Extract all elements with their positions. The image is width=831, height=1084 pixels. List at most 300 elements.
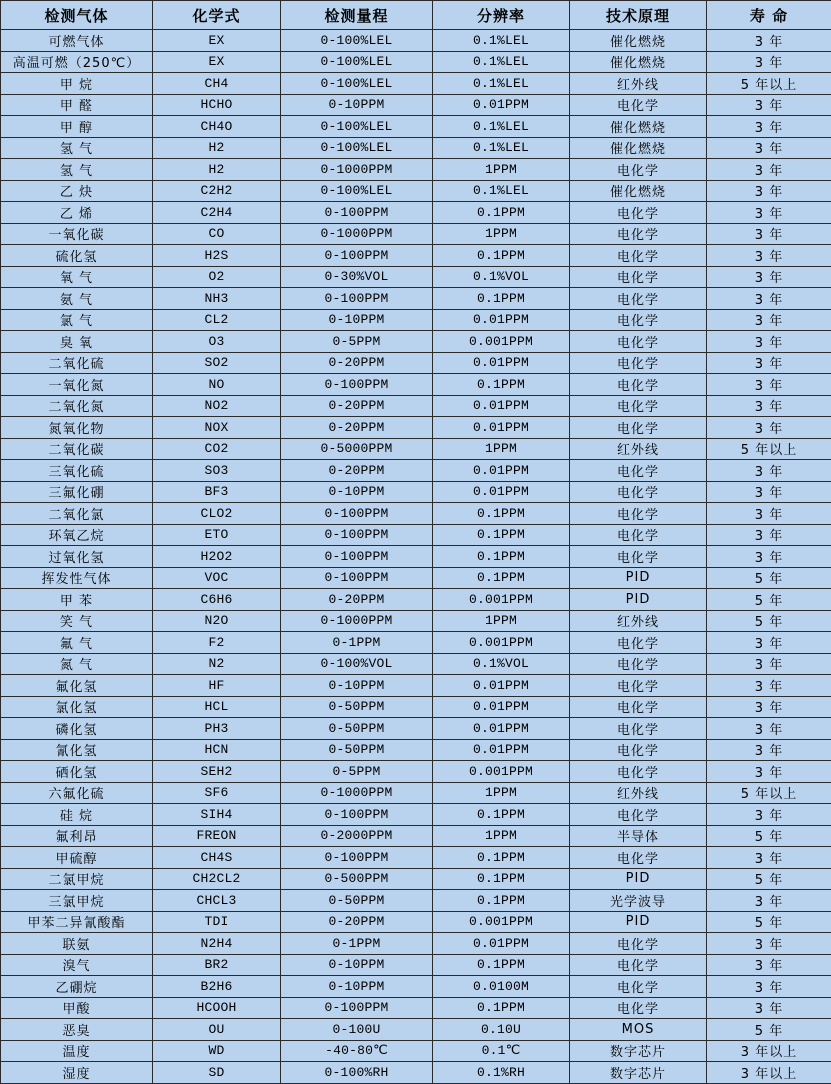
cell-technology: 电化学 (570, 266, 707, 288)
cell-chemical-formula: NOX (153, 417, 281, 439)
cell-detection-range: 0-10PPM (281, 976, 433, 998)
cell-technology: 电化学 (570, 718, 707, 740)
cell-resolution: 0.1%LEL (433, 73, 570, 95)
cell-lifetime: 3 年以上 (707, 1062, 831, 1084)
cell-resolution: 0.001PPM (433, 589, 570, 611)
cell-technology: 光学波导 (570, 890, 707, 912)
table-row (1, 73, 831, 95)
cell-lifetime: 3 年 (707, 653, 831, 675)
cell-resolution: 0.01PPM (433, 739, 570, 761)
cell-lifetime: 3 年 (707, 180, 831, 202)
cell-lifetime: 3 年 (707, 696, 831, 718)
cell-resolution: 0.1%VOL (433, 266, 570, 288)
cell-technology: MOS (570, 1019, 707, 1041)
cell-detection-range: 0-10PPM (281, 954, 433, 976)
table-row (1, 460, 831, 482)
cell-chemical-formula: HCL (153, 696, 281, 718)
cell-lifetime: 3 年 (707, 718, 831, 740)
cell-technology: 电化学 (570, 94, 707, 116)
cell-detection-range: 0-100PPM (281, 997, 433, 1019)
table-row (1, 223, 831, 245)
cell-technology: 催化燃烧 (570, 137, 707, 159)
cell-gas-name: 甲 苯 (1, 589, 153, 611)
cell-chemical-formula: N2 (153, 653, 281, 675)
cell-gas-name: 氧 气 (1, 266, 153, 288)
cell-gas-name: 甲 醇 (1, 116, 153, 138)
cell-chemical-formula: HCHO (153, 94, 281, 116)
table-row (1, 890, 831, 912)
cell-gas-name: 臭 氧 (1, 331, 153, 353)
table-row (1, 718, 831, 740)
cell-lifetime: 5 年 (707, 911, 831, 933)
cell-gas-name: 氟利昂 (1, 825, 153, 847)
cell-lifetime: 3 年 (707, 245, 831, 267)
table-row (1, 159, 831, 181)
cell-lifetime: 3 年 (707, 460, 831, 482)
table-row (1, 933, 831, 955)
cell-chemical-formula: CH4O (153, 116, 281, 138)
table-row (1, 137, 831, 159)
cell-detection-range: 0-100%LEL (281, 30, 433, 52)
cell-detection-range: 0-100%RH (281, 1062, 433, 1084)
table-row (1, 868, 831, 890)
cell-gas-name: 氢 气 (1, 137, 153, 159)
cell-gas-name: 三氯甲烷 (1, 890, 153, 912)
header-lifetime: 寿 命 (707, 1, 831, 30)
cell-detection-range: 0-100PPM (281, 202, 433, 224)
cell-detection-range: 0-1000PPM (281, 159, 433, 181)
cell-detection-range: 0-50PPM (281, 890, 433, 912)
table-row (1, 395, 831, 417)
cell-chemical-formula: WD (153, 1040, 281, 1062)
cell-resolution: 0.1PPM (433, 524, 570, 546)
table-row (1, 589, 831, 611)
cell-detection-range: 0-10PPM (281, 481, 433, 503)
cell-technology: 催化燃烧 (570, 51, 707, 73)
cell-detection-range: 0-10PPM (281, 675, 433, 697)
cell-technology: 电化学 (570, 352, 707, 374)
table-row (1, 481, 831, 503)
table-row (1, 782, 831, 804)
cell-resolution: 0.001PPM (433, 632, 570, 654)
cell-chemical-formula: EX (153, 51, 281, 73)
table-row (1, 739, 831, 761)
table-row (1, 438, 831, 460)
table-row (1, 610, 831, 632)
cell-gas-name: 氮氧化物 (1, 417, 153, 439)
cell-resolution: 0.1℃ (433, 1040, 570, 1062)
table-row (1, 632, 831, 654)
cell-technology: 电化学 (570, 997, 707, 1019)
cell-lifetime: 3 年 (707, 159, 831, 181)
cell-lifetime: 3 年 (707, 804, 831, 826)
table-row (1, 911, 831, 933)
cell-resolution: 0.1PPM (433, 288, 570, 310)
table-row (1, 1040, 831, 1062)
cell-chemical-formula: H2 (153, 159, 281, 181)
cell-resolution: 0.1PPM (433, 847, 570, 869)
cell-resolution: 0.01PPM (433, 94, 570, 116)
cell-detection-range: 0-5PPM (281, 331, 433, 353)
cell-chemical-formula: CH4 (153, 73, 281, 95)
cell-chemical-formula: SO3 (153, 460, 281, 482)
cell-gas-name: 二氧化硫 (1, 352, 153, 374)
cell-resolution: 0.01PPM (433, 309, 570, 331)
cell-lifetime: 3 年 (707, 331, 831, 353)
table-row (1, 1019, 831, 1041)
cell-gas-name: 湿度 (1, 1062, 153, 1084)
cell-chemical-formula: HCN (153, 739, 281, 761)
cell-chemical-formula: CH2CL2 (153, 868, 281, 890)
cell-lifetime: 5 年 (707, 589, 831, 611)
cell-chemical-formula: H2S (153, 245, 281, 267)
cell-chemical-formula: CH4S (153, 847, 281, 869)
cell-gas-name: 恶臭 (1, 1019, 153, 1041)
cell-resolution: 0.01PPM (433, 352, 570, 374)
cell-resolution: 0.01PPM (433, 395, 570, 417)
table-row (1, 804, 831, 826)
cell-detection-range: 0-100PPM (281, 546, 433, 568)
cell-technology: 数字芯片 (570, 1062, 707, 1084)
cell-lifetime: 5 年 (707, 1019, 831, 1041)
cell-gas-name: 二氧化氮 (1, 395, 153, 417)
cell-technology: 电化学 (570, 847, 707, 869)
cell-technology: 红外线 (570, 610, 707, 632)
cell-technology: 红外线 (570, 782, 707, 804)
cell-technology: 电化学 (570, 653, 707, 675)
cell-technology: 电化学 (570, 804, 707, 826)
cell-resolution: 0.01PPM (433, 718, 570, 740)
cell-lifetime: 3 年 (707, 997, 831, 1019)
cell-resolution: 0.01PPM (433, 417, 570, 439)
cell-chemical-formula: NO (153, 374, 281, 396)
cell-detection-range: 0-100%LEL (281, 51, 433, 73)
cell-chemical-formula: FREON (153, 825, 281, 847)
header-technology: 技术原理 (570, 1, 707, 30)
cell-chemical-formula: NO2 (153, 395, 281, 417)
cell-lifetime: 3 年 (707, 266, 831, 288)
cell-lifetime: 5 年 (707, 610, 831, 632)
cell-resolution: 0.001PPM (433, 331, 570, 353)
cell-technology: 电化学 (570, 374, 707, 396)
cell-chemical-formula: C2H4 (153, 202, 281, 224)
cell-technology: 电化学 (570, 546, 707, 568)
cell-lifetime: 5 年以上 (707, 73, 831, 95)
cell-detection-range: 0-100PPM (281, 847, 433, 869)
cell-technology: 电化学 (570, 503, 707, 525)
cell-resolution: 0.01PPM (433, 675, 570, 697)
cell-lifetime: 5 年 (707, 567, 831, 589)
cell-chemical-formula: BR2 (153, 954, 281, 976)
cell-technology: 电化学 (570, 288, 707, 310)
cell-technology: 电化学 (570, 976, 707, 998)
cell-technology: 电化学 (570, 202, 707, 224)
cell-resolution: 0.1PPM (433, 868, 570, 890)
cell-resolution: 0.1PPM (433, 202, 570, 224)
cell-chemical-formula: CO (153, 223, 281, 245)
cell-technology: 数字芯片 (570, 1040, 707, 1062)
cell-technology: 催化燃烧 (570, 180, 707, 202)
table-row (1, 524, 831, 546)
table-row (1, 997, 831, 1019)
cell-technology: PID (570, 567, 707, 589)
header-detection-range: 检测量程 (281, 1, 433, 30)
cell-lifetime: 3 年 (707, 223, 831, 245)
cell-detection-range: 0-20PPM (281, 460, 433, 482)
cell-technology: 电化学 (570, 417, 707, 439)
cell-lifetime: 3 年 (707, 51, 831, 73)
cell-resolution: 1PPM (433, 159, 570, 181)
cell-resolution: 0.01PPM (433, 481, 570, 503)
cell-chemical-formula: EX (153, 30, 281, 52)
header-chemical-formula: 化学式 (153, 1, 281, 30)
cell-detection-range: 0-50PPM (281, 739, 433, 761)
cell-chemical-formula: O3 (153, 331, 281, 353)
cell-resolution: 0.1%LEL (433, 137, 570, 159)
table-row (1, 675, 831, 697)
cell-detection-range: 0-100PPM (281, 524, 433, 546)
cell-chemical-formula: CL2 (153, 309, 281, 331)
cell-gas-name: 氨 气 (1, 288, 153, 310)
cell-detection-range: 0-1000PPM (281, 223, 433, 245)
cell-gas-name: 氟化氢 (1, 675, 153, 697)
cell-chemical-formula: C2H2 (153, 180, 281, 202)
cell-chemical-formula: N2O (153, 610, 281, 632)
cell-detection-range: 0-1PPM (281, 933, 433, 955)
cell-detection-range: 0-20PPM (281, 352, 433, 374)
cell-detection-range: 0-20PPM (281, 395, 433, 417)
cell-lifetime: 3 年 (707, 761, 831, 783)
cell-technology: 电化学 (570, 954, 707, 976)
cell-technology: 电化学 (570, 309, 707, 331)
table-row (1, 180, 831, 202)
cell-technology: 电化学 (570, 245, 707, 267)
cell-gas-name: 硒化氢 (1, 761, 153, 783)
cell-detection-range: 0-1000PPM (281, 610, 433, 632)
table-row (1, 976, 831, 998)
cell-chemical-formula: SO2 (153, 352, 281, 374)
cell-gas-name: 二氧化碳 (1, 438, 153, 460)
cell-gas-name: 硅 烷 (1, 804, 153, 826)
cell-lifetime: 3 年 (707, 954, 831, 976)
table-row (1, 374, 831, 396)
cell-technology: 电化学 (570, 159, 707, 181)
cell-detection-range: 0-10PPM (281, 309, 433, 331)
cell-resolution: 0.01PPM (433, 460, 570, 482)
cell-technology: 电化学 (570, 223, 707, 245)
cell-resolution: 0.1%LEL (433, 116, 570, 138)
table-row (1, 245, 831, 267)
cell-detection-range: 0-100U (281, 1019, 433, 1041)
table-row (1, 696, 831, 718)
cell-resolution: 1PPM (433, 438, 570, 460)
cell-technology: PID (570, 868, 707, 890)
cell-gas-name: 环氧乙烷 (1, 524, 153, 546)
cell-gas-name: 一氧化碳 (1, 223, 153, 245)
table-row (1, 417, 831, 439)
cell-detection-range: 0-30%VOL (281, 266, 433, 288)
cell-lifetime: 3 年以上 (707, 1040, 831, 1062)
cell-technology: PID (570, 911, 707, 933)
cell-resolution: 0.1%LEL (433, 180, 570, 202)
cell-lifetime: 3 年 (707, 30, 831, 52)
cell-detection-range: 0-100PPM (281, 245, 433, 267)
cell-chemical-formula: BF3 (153, 481, 281, 503)
cell-detection-range: 0-20PPM (281, 589, 433, 611)
cell-technology: 电化学 (570, 761, 707, 783)
cell-detection-range: 0-100%LEL (281, 137, 433, 159)
cell-lifetime: 3 年 (707, 976, 831, 998)
cell-chemical-formula: H2O2 (153, 546, 281, 568)
cell-resolution: 0.1PPM (433, 567, 570, 589)
cell-technology: 电化学 (570, 632, 707, 654)
cell-chemical-formula: HF (153, 675, 281, 697)
table-row (1, 825, 831, 847)
table-row (1, 202, 831, 224)
cell-resolution: 0.1PPM (433, 954, 570, 976)
cell-gas-name: 二氯甲烷 (1, 868, 153, 890)
cell-resolution: 0.1%LEL (433, 30, 570, 52)
cell-resolution: 1PPM (433, 825, 570, 847)
cell-resolution: 0.1%RH (433, 1062, 570, 1084)
header-gas-name: 检测气体 (1, 1, 153, 30)
cell-technology: 电化学 (570, 460, 707, 482)
cell-chemical-formula: SEH2 (153, 761, 281, 783)
table-row (1, 503, 831, 525)
cell-gas-name: 溴气 (1, 954, 153, 976)
table-row (1, 352, 831, 374)
cell-technology: 电化学 (570, 395, 707, 417)
cell-technology: 红外线 (570, 438, 707, 460)
cell-technology: 电化学 (570, 481, 707, 503)
cell-gas-name: 氯 气 (1, 309, 153, 331)
cell-detection-range: 0-500PPM (281, 868, 433, 890)
cell-gas-name: 氯化氢 (1, 696, 153, 718)
cell-technology: 电化学 (570, 524, 707, 546)
cell-chemical-formula: H2 (153, 137, 281, 159)
cell-gas-name: 甲硫醇 (1, 847, 153, 869)
cell-technology: 催化燃烧 (570, 30, 707, 52)
cell-lifetime: 3 年 (707, 309, 831, 331)
cell-gas-name: 笑 气 (1, 610, 153, 632)
cell-chemical-formula: HCOOH (153, 997, 281, 1019)
cell-resolution: 1PPM (433, 223, 570, 245)
cell-lifetime: 3 年 (707, 417, 831, 439)
cell-detection-range: 0-100%LEL (281, 73, 433, 95)
cell-chemical-formula: C6H6 (153, 589, 281, 611)
cell-resolution: 0.001PPM (433, 911, 570, 933)
cell-resolution: 0.1PPM (433, 503, 570, 525)
header-row (1, 1, 831, 30)
cell-lifetime: 5 年 (707, 868, 831, 890)
cell-resolution: 0.1PPM (433, 546, 570, 568)
cell-technology: PID (570, 589, 707, 611)
cell-lifetime: 3 年 (707, 202, 831, 224)
cell-detection-range: 0-1PPM (281, 632, 433, 654)
table-row (1, 1062, 831, 1084)
cell-technology: 电化学 (570, 696, 707, 718)
cell-lifetime: 3 年 (707, 137, 831, 159)
table-row (1, 847, 831, 869)
table-row (1, 546, 831, 568)
cell-technology: 催化燃烧 (570, 116, 707, 138)
cell-lifetime: 3 年 (707, 481, 831, 503)
cell-resolution: 1PPM (433, 782, 570, 804)
cell-gas-name: 六氟化硫 (1, 782, 153, 804)
cell-lifetime: 3 年 (707, 524, 831, 546)
cell-lifetime: 5 年以上 (707, 438, 831, 460)
table-header (1, 1, 831, 30)
cell-detection-range: 0-5PPM (281, 761, 433, 783)
cell-chemical-formula: ETO (153, 524, 281, 546)
cell-resolution: 0.01PPM (433, 696, 570, 718)
cell-detection-range: 0-20PPM (281, 417, 433, 439)
cell-resolution: 1PPM (433, 610, 570, 632)
cell-gas-name: 三氟化硼 (1, 481, 153, 503)
cell-technology: 电化学 (570, 675, 707, 697)
cell-detection-range: 0-100PPM (281, 288, 433, 310)
cell-gas-name: 氢 气 (1, 159, 153, 181)
cell-detection-range: 0-100PPM (281, 503, 433, 525)
table-row (1, 51, 831, 73)
cell-lifetime: 3 年 (707, 94, 831, 116)
cell-resolution: 0.1%VOL (433, 653, 570, 675)
cell-gas-name: 温度 (1, 1040, 153, 1062)
cell-chemical-formula: SF6 (153, 782, 281, 804)
cell-chemical-formula: SD (153, 1062, 281, 1084)
table-row (1, 288, 831, 310)
cell-gas-name: 甲酸 (1, 997, 153, 1019)
cell-chemical-formula: TDI (153, 911, 281, 933)
cell-resolution: 0.01PPM (433, 933, 570, 955)
cell-technology: 电化学 (570, 933, 707, 955)
table-row (1, 94, 831, 116)
cell-lifetime: 3 年 (707, 847, 831, 869)
cell-gas-name: 磷化氢 (1, 718, 153, 740)
cell-gas-name: 联氨 (1, 933, 153, 955)
cell-gas-name: 可燃气体 (1, 30, 153, 52)
cell-gas-name: 硫化氢 (1, 245, 153, 267)
cell-chemical-formula: CLO2 (153, 503, 281, 525)
table-row (1, 954, 831, 976)
cell-detection-range: 0-10PPM (281, 94, 433, 116)
cell-resolution: 0.001PPM (433, 761, 570, 783)
table-row (1, 653, 831, 675)
cell-lifetime: 3 年 (707, 288, 831, 310)
cell-lifetime: 3 年 (707, 546, 831, 568)
cell-resolution: 0.10U (433, 1019, 570, 1041)
cell-resolution: 0.1PPM (433, 245, 570, 267)
table-row (1, 567, 831, 589)
cell-detection-range: 0-100PPM (281, 374, 433, 396)
cell-lifetime: 3 年 (707, 933, 831, 955)
cell-gas-name: 挥发性气体 (1, 567, 153, 589)
cell-lifetime: 3 年 (707, 675, 831, 697)
cell-gas-name: 甲 烷 (1, 73, 153, 95)
cell-gas-name: 甲 醛 (1, 94, 153, 116)
cell-gas-name: 乙 烯 (1, 202, 153, 224)
cell-lifetime: 5 年 (707, 825, 831, 847)
cell-gas-name: 高温可燃（250℃） (1, 51, 153, 73)
cell-chemical-formula: F2 (153, 632, 281, 654)
cell-gas-name: 氮 气 (1, 653, 153, 675)
cell-lifetime: 3 年 (707, 890, 831, 912)
cell-technology: 红外线 (570, 73, 707, 95)
cell-chemical-formula: PH3 (153, 718, 281, 740)
cell-detection-range: 0-100%LEL (281, 180, 433, 202)
cell-chemical-formula: OU (153, 1019, 281, 1041)
cell-lifetime: 3 年 (707, 395, 831, 417)
